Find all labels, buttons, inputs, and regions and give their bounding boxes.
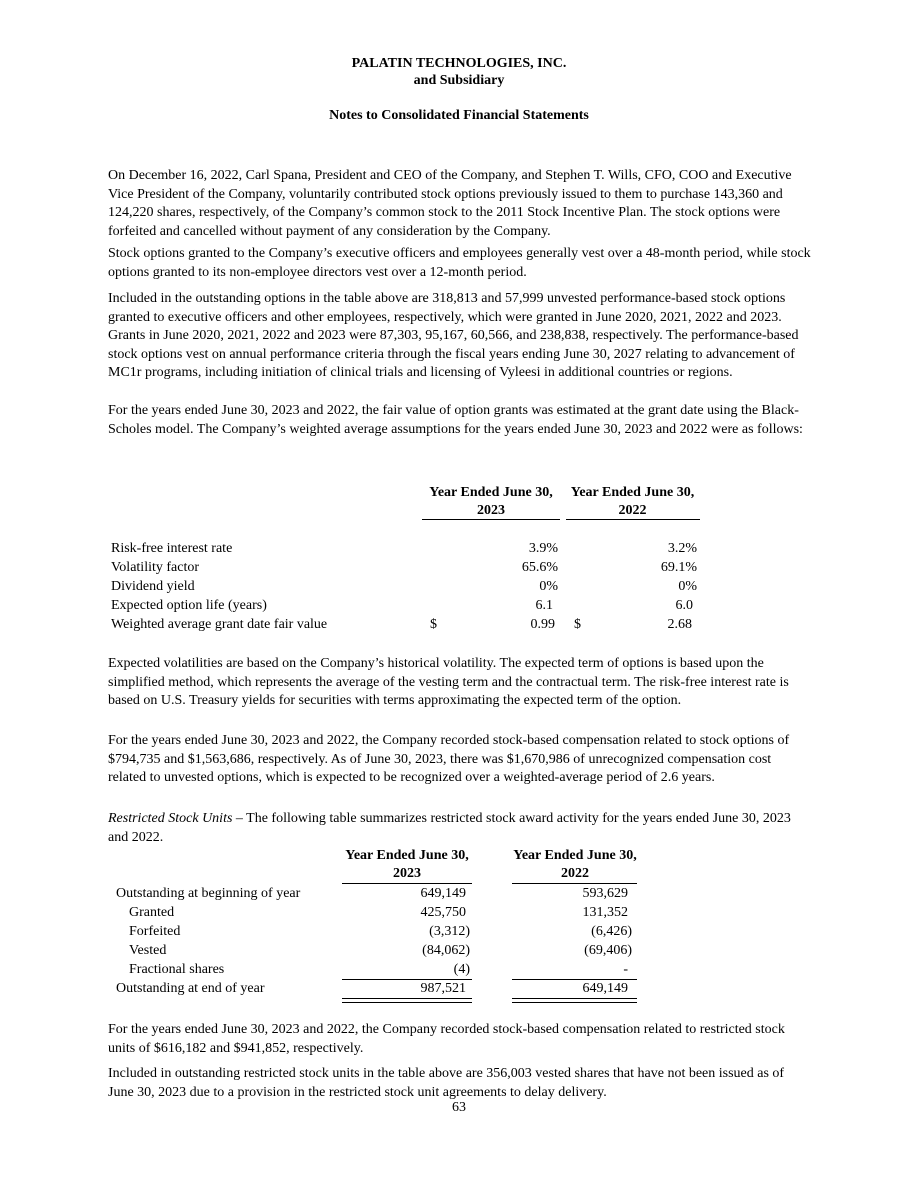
rsu-row-label: Vested bbox=[129, 943, 167, 958]
paragraph-stock-option-compensation: For the years ended June 30, 2023 and 2022, the Company recorded stock-based compensation related to stock options of $794,735 and $1,563,686, respectively. As of June 30, 2023, there was $1,670,986 of unrecognized compensation cost related to unvested options, which is expected to be recognized over a weighted-average period of 2.6 years. bbox=[108, 733, 790, 786]
page-title: Notes to Consolidated Financial Statements bbox=[329, 108, 589, 123]
assumptions-col2-underline bbox=[566, 519, 700, 520]
assumption-row-value-2023: 0% bbox=[539, 579, 558, 594]
rsu-row-value-2023: (3,312) bbox=[429, 924, 470, 939]
rsu-row-value-2023: 649,149 bbox=[420, 886, 466, 901]
assumptions-col1-header-line1: Year Ended June 30, bbox=[429, 485, 553, 500]
assumption-row-label: Risk-free interest rate bbox=[111, 541, 233, 556]
paragraph-rsu-compensation: For the years ended June 30, 2023 and 2022, the Company recorded stock-based compensation related to restricted stock units of $616,182 and $941,852, respectively. bbox=[108, 1022, 785, 1056]
rsu-row-value-2023: 987,521 bbox=[420, 981, 466, 996]
rsu-col2-underline bbox=[512, 883, 637, 884]
assumption-row-value-2022: 2.68 bbox=[667, 617, 692, 632]
subsidiary-line: and Subsidiary bbox=[413, 73, 505, 88]
paragraph-vesting: Stock options granted to the Company’s executive officers and employees generally vest over a 48-month period, while stock options granted to its non-employee directors vest over a 12-month period. bbox=[108, 246, 811, 280]
rsu-col2-header-line2: 2022 bbox=[561, 866, 589, 881]
rsu-row-value-2023: (4) bbox=[453, 962, 470, 977]
assumption-row-value-2023: 3.9% bbox=[528, 541, 558, 556]
rsu-row-value-2023: 425,750 bbox=[420, 905, 466, 920]
rsu-col1-header-line1: Year Ended June 30, bbox=[345, 848, 469, 863]
rsu-col1-header-line2: 2023 bbox=[393, 866, 421, 881]
rsu-row-value-2022: (69,406) bbox=[584, 943, 632, 958]
assumption-row-label: Volatility factor bbox=[111, 560, 199, 575]
rsu-row-label: Outstanding at beginning of year bbox=[116, 886, 301, 901]
assumptions-col1-underline bbox=[422, 519, 560, 520]
paragraph-option-contribution: On December 16, 2022, Carl Spana, President and CEO of the Company, and Stephen T. Wills, CFO, COO and Executive Vice President of the Company, voluntarily contributed stock options previously issued to them to purchase 143,360 and 124,220 shares, respectively, of the Company’s common stock to the 2011 Stock Incentive Plan. The stock options were forfeited and cancelled without payment of any consideration by the Company. bbox=[108, 168, 792, 239]
paragraph-expected-volatility: Expected volatilities are based on the Company’s historical volatility. The expected term of options is based upon the simplified method, which represents the average of the vesting term and the contractual term. The risk-free interest rate is based on U.S. Treasury yields for securities with terms approximating the expected term of the option. bbox=[108, 656, 789, 709]
rsu-row-label: Fractional shares bbox=[129, 962, 225, 977]
assumption-row-value-2023: 65.6% bbox=[521, 560, 558, 575]
rsu-col2-subtotal-line bbox=[512, 979, 637, 980]
rsu-row-value-2022: 593,629 bbox=[582, 886, 628, 901]
rsu-row-value-2022: 649,149 bbox=[582, 981, 628, 996]
rsu-intro-text: – The following table summarizes restricted stock award activity for the years ended June 30, 2023 and 2022. bbox=[108, 811, 791, 845]
paragraph-rsu-vested-shares: Included in outstanding restricted stock units in the table above are 356,003 vested shares that have not been issued as of June 30, 2023 due to a provision in the restricted stock unit agreements to delay delivery. bbox=[108, 1066, 785, 1100]
page-number: 63 bbox=[452, 1100, 466, 1115]
assumptions-col2-header-line1: Year Ended June 30, bbox=[570, 485, 695, 500]
rsu-col1-total-double-line bbox=[342, 998, 472, 1003]
currency-symbol: $ bbox=[574, 617, 581, 632]
assumptions-col2-header-line2: 2022 bbox=[618, 503, 647, 518]
rsu-col2-header-line1: Year Ended June 30, bbox=[513, 848, 637, 863]
assumption-row-value-2023: 6.1 bbox=[535, 598, 553, 613]
assumption-row-label: Expected option life (years) bbox=[111, 598, 267, 613]
rsu-row-value-2022: - bbox=[623, 962, 628, 977]
rsu-row-label: Granted bbox=[129, 905, 175, 920]
assumption-row-value-2022: 0% bbox=[678, 579, 697, 594]
assumption-row-label: Weighted average grant date fair value bbox=[111, 617, 328, 632]
rsu-heading: Restricted Stock Units bbox=[108, 811, 233, 826]
paragraph-black-scholes: For the years ended June 30, 2023 and 2022, the fair value of option grants was estimated at the grant date using the Black-Scholes model. The Company’s weighted average assumptions for the years ended June 30, 2023 and 2022 were as follows: bbox=[108, 403, 803, 437]
rsu-row-value-2023: (84,062) bbox=[422, 943, 470, 958]
assumption-row-label: Dividend yield bbox=[111, 579, 195, 594]
rsu-row-value-2022: 131,352 bbox=[582, 905, 628, 920]
rsu-col1-subtotal-line bbox=[342, 979, 472, 980]
rsu-row-label: Outstanding at end of year bbox=[116, 981, 265, 996]
rsu-row-label: Forfeited bbox=[129, 924, 181, 939]
rsu-col1-underline bbox=[342, 883, 472, 884]
assumption-row-value-2022: 6.0 bbox=[675, 598, 693, 613]
assumption-row-value-2022: 3.2% bbox=[667, 541, 697, 556]
paragraph-performance-options: Included in the outstanding options in the table above are 318,813 and 57,999 unvested performance-based stock options granted to executive officers and other employees, respectively, which were granted in June 2020, 2021, 2022 and 2023. Grants in June 2020, 2021, 2022 and 2023 were 87,303, 95,167, 60,566, and 238,838, respectively. The performance-based stock options vest on annual performance criteria through the fiscal years ending June 30, 2027 relating to advancement of MC1r programs, including initiation of clinical trials and licensing of Vyleesi in additional countries or regions. bbox=[108, 291, 799, 381]
company-name: PALATIN TECHNOLOGIES, INC. bbox=[351, 56, 567, 71]
paragraph-rsu-intro bbox=[108, 810, 812, 847]
rsu-col2-total-double-line bbox=[512, 998, 637, 1003]
assumptions-col1-header-line2: 2023 bbox=[477, 503, 505, 518]
assumption-row-value-2022: 69.1% bbox=[660, 560, 697, 575]
rsu-row-value-2022: (6,426) bbox=[591, 924, 632, 939]
currency-symbol: $ bbox=[430, 617, 437, 632]
assumption-row-value-2023: 0.99 bbox=[530, 617, 555, 632]
